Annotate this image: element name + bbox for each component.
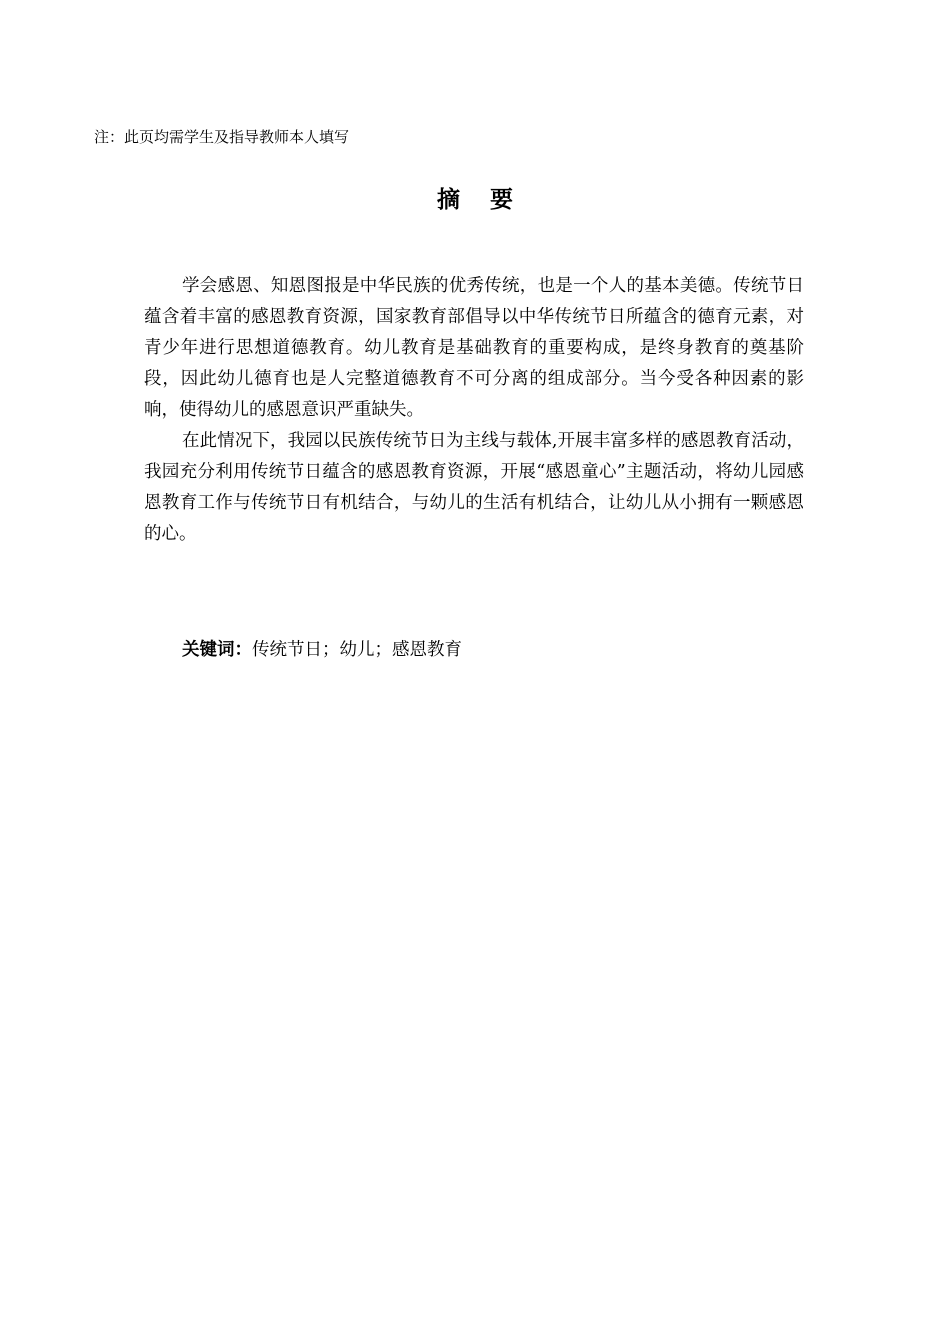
abstract-paragraph: 学会感恩、知恩图报是中华民族的优秀传统，也是一个人的基本美德。传统节日蕴含着丰富的感恩教育资源，国家教育部倡导以中华传统节日所蕴含的德育元素，对青少年进行思想道德教育。幼儿教育是基础教育的重要构成，是终身教育的奠基阶段，因此幼儿德育也是人完整道德教育不可分离的组成部分。当今受各种因素的影响，使得幼儿的感恩意识严重缺失。 [144,276,804,420]
keywords-value: 传统节日；幼儿；感恩教育 [252,640,462,660]
abstract-title: 摘要 [437,187,543,213]
abstract-body [144,271,804,550]
abstract-paragraph: 在此情况下，我园以民族传统节日为主线与载体,开展丰富多样的感恩教育活动，我园充分利用传统节日蕴含的感恩教育资源，开展“感恩童心”主题活动，将幼儿园感恩教育工作与传统节日有机结合，与幼儿的生活有机结合，让幼儿从小拥有一颗感恩的心。 [144,431,804,544]
keywords-label: 关键词： [182,640,252,660]
keywords-line [182,636,462,664]
page-note: 注：此页均需学生及指导教师本人填写 [94,128,350,146]
